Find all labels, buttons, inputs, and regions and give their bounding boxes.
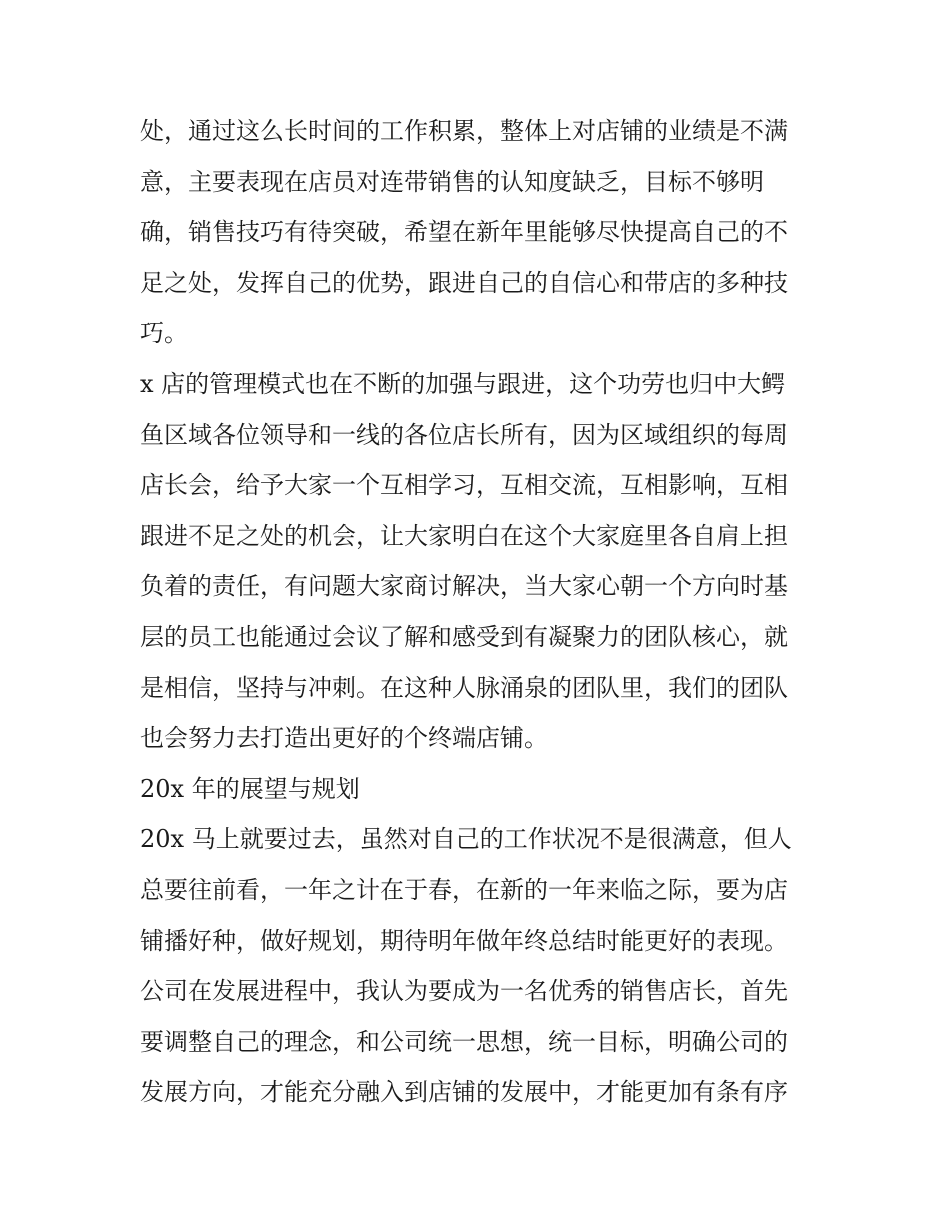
- document-page: [140, 106, 820, 1118]
- text-line: 20x 马上就要过去，虽然对自己的工作状况不是很满意，但人: [140, 825, 792, 854]
- text-line: 总要往前看，一年之计在于春，在新的一年来临之际，要为店: [140, 875, 788, 904]
- text-line: 巧。: [140, 319, 188, 348]
- text-line: 要调整自己的理念，和公司统一思想，统一目标，明确公司的: [140, 1027, 788, 1056]
- text-line: 层的员工也能通过会议了解和感受到有凝聚力的团队核心，就: [140, 622, 788, 651]
- text-line: 足之处，发挥自己的优势，跟进自己的自信心和带店的多种技: [140, 268, 788, 297]
- text-line: 公司在发展进程中，我认为要成为一名优秀的销售店长，首先: [140, 977, 788, 1006]
- text-line: 鱼区域各位领导和一线的各位店长所有，因为区域组织的每周: [140, 420, 788, 449]
- text-line: 确，销售技巧有待突破，希望在新年里能够尽快提高自己的不: [140, 218, 788, 247]
- text-line: 负着的责任，有问题大家商讨解决，当大家心朝一个方向时基: [140, 572, 788, 601]
- text-line: 也会努力去打造出更好的个终端店铺。: [140, 724, 548, 753]
- section-heading: 20x 年的展望与规划: [140, 774, 360, 803]
- text-line: 发展方向，才能充分融入到店铺的发展中，才能更加有条有序: [140, 1078, 788, 1107]
- text-line: x 店的管理模式也在不断的加强与跟进，这个功劳也归中大鳄: [140, 369, 786, 398]
- text-line: 处，通过这么长时间的工作积累，整体上对店铺的业绩是不满: [140, 117, 788, 145]
- text-line: 跟进不足之处的机会，让大家明白在这个大家庭里各自肩上担: [140, 521, 788, 550]
- text-line: 意，主要表现在店员对连带销售的认知度缺乏，目标不够明: [140, 167, 764, 196]
- text-line: 铺播好种，做好规划，期待明年做年终总结时能更好的表现。: [140, 926, 788, 955]
- text-line: 是相信，坚持与冲刺。在这种人脉涌泉的团队里，我们的团队: [140, 673, 788, 702]
- text-line: 店长会，给予大家一个互相学习，互相交流，互相影响，互相: [140, 471, 788, 500]
